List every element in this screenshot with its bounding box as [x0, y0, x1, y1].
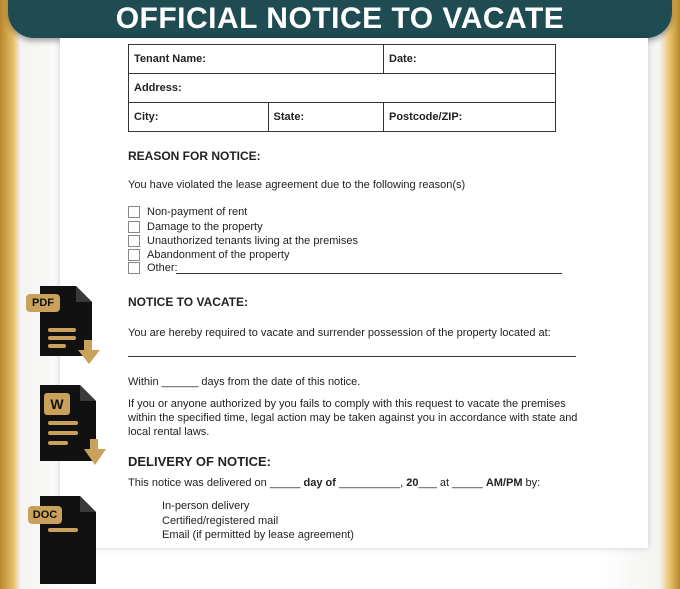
checkbox[interactable]: [128, 262, 140, 274]
legal-line-1: If you or anyone authorized by you fails to comply with this request to vacate the premises: [128, 398, 566, 410]
word-file-icon: [30, 383, 110, 473]
option-label: Unauthorized tenants living at the premises: [147, 235, 358, 247]
pdf-file-icon: [24, 284, 104, 374]
reason-heading: REASON FOR NOTICE:: [128, 149, 261, 163]
postcode-field[interactable]: Postcode/ZIP:: [384, 103, 556, 132]
delivery-method-in-person: In-person delivery: [162, 500, 250, 512]
option-label: Non-payment of rent: [147, 206, 248, 218]
title-banner: [8, 0, 672, 38]
date-field[interactable]: Date:: [384, 45, 556, 74]
option-label: Abandonment of the property: [147, 249, 290, 261]
tenant-name-field[interactable]: Tenant Name:: [129, 45, 384, 74]
reason-option-abandonment[interactable]: [128, 249, 289, 261]
legal-line-3: local rental laws.: [128, 426, 210, 438]
notice-document: [60, 38, 648, 548]
page-title: OFFICIAL NOTICE TO VACATE: [115, 2, 565, 35]
option-label: Other:: [147, 262, 178, 274]
doc-file-icon: [28, 494, 108, 584]
property-address-line[interactable]: [128, 356, 576, 357]
vacate-within: Within ______ days from the date of this notice.: [128, 376, 361, 388]
delivery-method-mail: Certified/registered mail: [162, 515, 279, 527]
checkbox[interactable]: [128, 249, 140, 261]
checkbox[interactable]: [128, 235, 140, 247]
vacate-heading: NOTICE TO VACATE:: [128, 295, 248, 309]
reason-option-other[interactable]: [128, 262, 178, 274]
city-field[interactable]: City:: [129, 103, 269, 132]
vacate-text: You are hereby required to vacate and surrender possession of the property located at:: [128, 327, 551, 339]
delivery-sentence: This notice was delivered on _____ day of __________, 20___ at _____ AM/PM by:: [128, 477, 541, 489]
state-field[interactable]: State:: [268, 103, 383, 132]
reason-intro: You have violated the lease agreement due to the following reason(s): [128, 179, 466, 191]
reason-option-unauthorized[interactable]: [128, 235, 358, 247]
tenant-info-table: [128, 44, 556, 132]
reason-option-damage[interactable]: [128, 221, 263, 233]
reason-option-nonpayment[interactable]: [128, 206, 247, 218]
file-type-badge: PDF: [26, 294, 60, 312]
other-reason-line[interactable]: [176, 273, 562, 274]
file-type-badge: W: [44, 393, 70, 415]
delivery-method-email: Email (if permitted by lease agreement): [162, 529, 354, 541]
checkbox[interactable]: [128, 221, 140, 233]
legal-line-2: within the specified time, legal action may be taken against you in accordance with state and: [128, 412, 578, 424]
option-label: Damage to the property: [147, 221, 263, 233]
checkbox[interactable]: [128, 206, 140, 218]
file-type-badge: DOC: [28, 506, 62, 524]
delivery-heading: DELIVERY OF NOTICE:: [128, 454, 272, 469]
address-field[interactable]: Address:: [129, 74, 556, 103]
